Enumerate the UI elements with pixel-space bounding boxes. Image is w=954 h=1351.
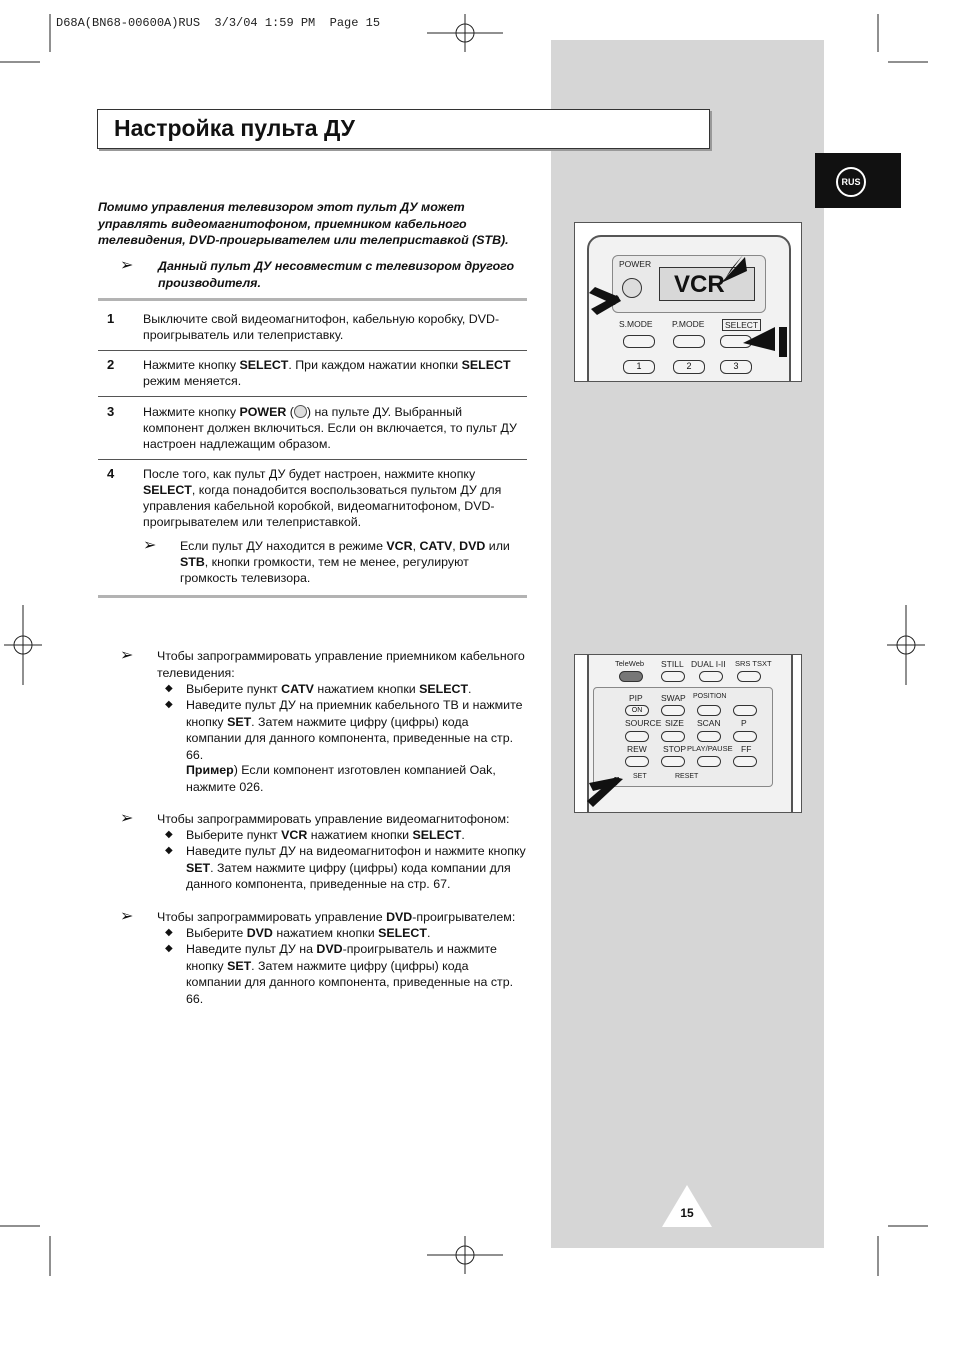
step-text: Выключите свой видеомагнитофон, кабельную коробку, DVD-проигрыватель или телеприставку. <box>143 312 500 342</box>
catv-heading: Чтобы запрограммировать управление приемником кабельного телевидения: <box>157 649 525 680</box>
srs-label: SRS TSXT <box>735 659 772 668</box>
step-number: 1 <box>107 311 115 326</box>
stop-label: STOP <box>663 744 686 754</box>
bullet-icon: ◆ <box>165 829 173 840</box>
bullet-icon: ◆ <box>165 943 173 954</box>
list-item: ◆ Наведите пульт ДУ на приемник кабельного ТВ и нажмите кнопку SET. Затем нажмите цифру (цифры) кода компании для данного компонента, приведенные на стр. 66. <box>165 698 523 762</box>
dual-label: DUAL I-II <box>691 659 726 669</box>
swap-label: SWAP <box>661 693 686 703</box>
size-label: SIZE <box>665 718 684 728</box>
list-item: ◆ Наведите пульт ДУ на DVD-проигрыватель и нажмите кнопку SET. Затем нажмите цифру (цифры) кода компании для данного компонента, приведенные на стр. 66. <box>165 942 514 1006</box>
language-tab <box>815 153 901 208</box>
divider <box>98 396 527 397</box>
number-button: 2 <box>673 360 705 374</box>
source-label: SOURCE <box>625 718 662 728</box>
reset-label: RESET <box>675 773 699 780</box>
power-icon <box>294 405 307 418</box>
note-arrow-icon: ➢ <box>120 647 134 664</box>
vcr-heading: Чтобы запрограммировать управление видеомагнитофоном: <box>157 812 510 826</box>
pointer-arrows <box>575 655 801 812</box>
note-arrow-icon: ➢ <box>143 537 157 554</box>
divider <box>98 459 527 460</box>
compat-note: Данный пульт ДУ несовместим с телевизором другого производителя. <box>158 259 515 290</box>
mode-display: VCR <box>659 267 755 301</box>
divider <box>98 350 527 351</box>
list-item: ◆ Наведите пульт ДУ на видеомагнитофон и нажмите кнопку SET. Затем нажмите цифру (цифры) кода компании для данного компонента, приведенные на стр. 67. <box>165 844 526 891</box>
title-box <box>97 109 710 149</box>
list-item: ◆ Выберите пункт VCR нажатием кнопки SELECT. <box>165 828 465 842</box>
intro-text: Помимо управления телевизором этот пульт ДУ может управлять видеомагнитофоном, приемником кабельного телевидения, DVD-проигрывателем или телеприставкой (STB). <box>98 200 509 247</box>
page-title: Настройка пульта ДУ <box>114 115 355 141</box>
number-button: 3 <box>720 360 752 374</box>
select-label: SELECT <box>722 319 761 331</box>
note-arrow-icon: ➢ <box>120 908 134 925</box>
position-label: POSITION <box>693 693 727 700</box>
still-label: STILL <box>661 659 684 669</box>
note-arrow-icon: ➢ <box>120 810 134 827</box>
p-label: P <box>741 718 747 728</box>
remote-bottom-illustration <box>574 654 802 813</box>
note-arrow-icon: ➢ <box>120 257 134 274</box>
remote-top-illustration <box>574 222 802 382</box>
divider <box>98 298 527 301</box>
number-button: 1 <box>623 360 655 374</box>
step-number: 2 <box>107 357 115 372</box>
power-label: POWER <box>619 259 652 269</box>
step-text: Нажмите кнопку SELECT. При каждом нажатии кнопки SELECT режим меняется. <box>143 358 511 388</box>
language-badge: RUS <box>836 167 866 197</box>
example-text: Пример) Если компонент изготовлен компанией Oak, нажмите 026. <box>186 763 496 794</box>
page-number: 15 <box>680 1206 694 1220</box>
step-number: 4 <box>107 466 115 481</box>
bullet-icon: ◆ <box>165 927 173 938</box>
pip-on-button: ON <box>625 705 649 716</box>
divider <box>98 595 527 598</box>
bullet-icon: ◆ <box>165 699 173 710</box>
rew-label: REW <box>627 744 647 754</box>
list-item: ◆ Выберите DVD нажатием кнопки SELECT. <box>165 926 431 940</box>
volume-note: Если пульт ДУ находится в режиме VCR, CATV, DVD или STB, кнопки громкости, тем не менее, регулируют громкость телевизора. <box>180 539 510 585</box>
bullet-icon: ◆ <box>165 683 173 694</box>
step-text: Нажмите кнопку POWER ( ) на пульте ДУ. Выбранный компонент должен включиться. Если он включается, то пульт ДУ настроен надлежащим образом. <box>143 405 517 451</box>
pointer-arrows <box>575 223 801 381</box>
step-text: После того, как пульт ДУ будет настроен, нажмите кнопку SELECT, когда понадобится воспользоваться пультом ДУ для управления кабельной коробкой, видеомагнитофоном, DVD-проигрывателем или телеприставкой. <box>143 467 502 529</box>
bullet-icon: ◆ <box>165 845 173 856</box>
smode-label: S.MODE <box>619 319 653 329</box>
print-header: D68A(BN68-00600A)RUS 3/3/04 1:59 PM Page 15 <box>56 16 381 30</box>
ff-label: FF <box>741 744 752 754</box>
dvd-heading: Чтобы запрограммировать управление DVD-проигрывателем: <box>157 910 516 924</box>
set-label: SET <box>633 773 647 780</box>
playpause-label: PLAY/PAUSE <box>687 744 733 753</box>
list-item: ◆ Выберите пункт CATV нажатием кнопки SELECT. <box>165 682 472 696</box>
pmode-label: P.MODE <box>672 319 705 329</box>
scan-label: SCAN <box>697 718 721 728</box>
teleweb-label: TeleWeb <box>615 659 645 668</box>
step-number: 3 <box>107 404 115 419</box>
pip-label: PIP <box>629 693 643 703</box>
